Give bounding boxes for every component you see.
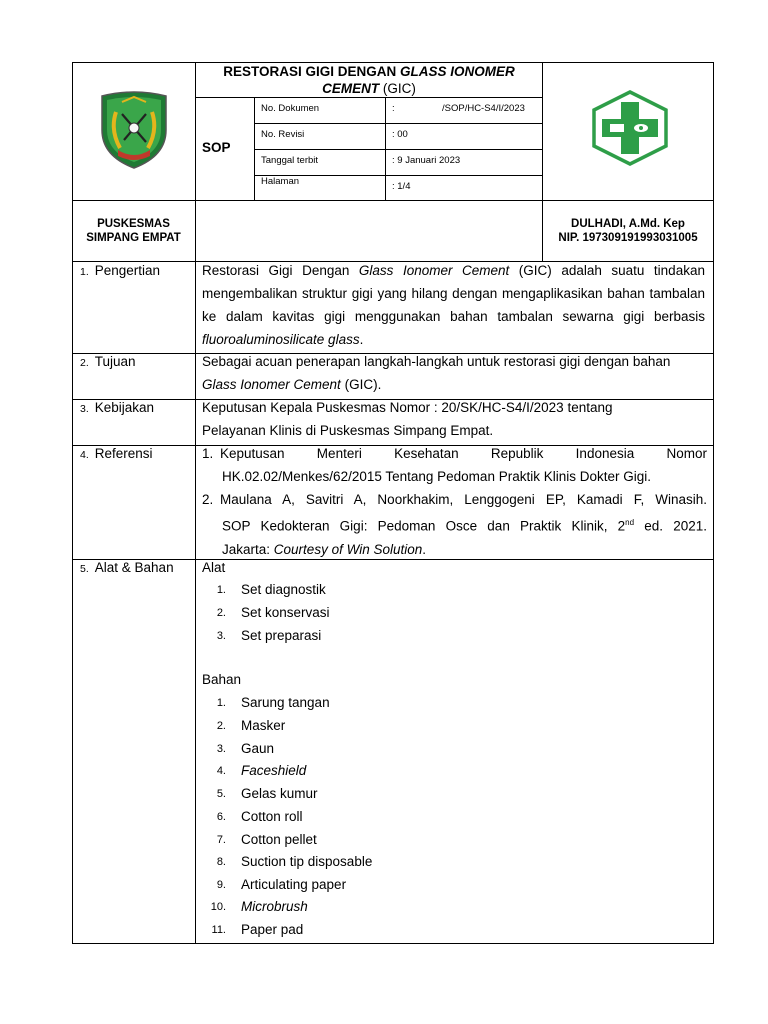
field-label-dokumen: No. Dokumen [261, 103, 320, 114]
puskesmas-logo [590, 90, 670, 166]
divider-header-right [542, 62, 543, 200]
health-cross-icon [590, 90, 670, 166]
field-line-1 [254, 123, 543, 124]
section-label-referensi: 4. Referensi [80, 446, 153, 461]
border-right [713, 62, 714, 944]
reference-1: 1. Keputusan Menteri Kesehatan Republik Indonesia Nomor HK.02.02/Menkes/62/2015 Tentang Pedoman Praktik Klinis Dokter Gigi. [202, 446, 707, 484]
section-text-pengertian: Restorasi Gigi Dengan Glass Ionomer Cement (GIC) adalah suatu tindakan mengembalikan struktur gigi yang hilang dengan mengaplikasikan bahan tambalan ke dalam kavitas gigi menggunakan bahan tambalan sewarna gigi berbasis fluoroaluminosilicate glass. [202, 263, 705, 347]
sop-label: SOP [202, 140, 231, 155]
section-label-kebijakan: 3. Kebijakan [80, 400, 155, 415]
signer-nip: NIP. 197309191993031005 [558, 232, 698, 244]
section-label-tujuan: 2. Tujuan [80, 354, 136, 369]
field-label-tanggal: Tanggal terbit [261, 155, 319, 166]
sop-document: RESTORASI GIGI DENGAN GLASS IONOMER CEMENT (GIC) SOP No. Dokumen : /SOP/HC-S4/I/2023 No. Revisi : 00 Tanggal terbit : 9 Januari 2023 Halaman : 1/4 PUSKESMAS SIMPANG EMPAT DULHADI, A.Md. Kep NIP. 197309191993031005 1. Pengertian Restorasi Gigi Dengan Glass Ionomer Cement (GIC) adalah suatu tindakan mengembalikan struktur gigi yang hilang dengan mengaplikasikan bahan tambalan ke dalam kavitas gigi menggunakan bahan tambalan sewarna gigi berbasis fluoroaluminosilicate glass. 2. Tujuan Sebagai acuan penerapan langkah-langkah untuk restorasi gigi dengan bahan Glass Ionomer Cement (GIC). 3. Kebijakan Keputusan Kepala Puskesmas Nomor : 20/SK/HC-S4/I/2023 tentang Pelayanan Klinis di Puskesmas Simpang Empat. 4. Referensi 1. Keputusan Menteri Kesehatan Republik Indonesia Nomor HK.02.02/Menkes/62/2015 Tentang Pedoman Praktik Klinis Dokter Gigi. 2. Maulana A, Savitri A, Noorkhakim, Lenggogeni EP, Kamadi F, Winasih. SOP Kedokteran Gigi: Pedoman Osce dan Praktik Klinik, 2nd ed. 2021. Jakarta: Courtesy of Win Solution. 5. Alat & Bahan Alat 1. Set diagnostik 2. Set konservasi 3. Set preparasi Bahan 1. Sarung tangan 2. Masker 3. Gaun 4. Faceshield 5. Gelas kumur 6. Cotton roll 7. Cotton pellet 8. Suction tip disposable 9. Articulating paper 10. Microbrush 11. Paper pad [72, 62, 714, 944]
field-value-dokumen: : [392, 103, 395, 114]
regional-emblem-logo [96, 90, 172, 170]
section-label-pengertian: 1. Pengertian [80, 263, 161, 278]
border-bottom [72, 943, 714, 944]
field-value-revisi: : 00 [392, 129, 408, 140]
alat-title: Alat [202, 560, 226, 575]
field-value-dokumen-number: /SOP/HC-S4/I/2023 [442, 103, 525, 114]
field-line-2 [254, 149, 543, 150]
header-bottom-line [72, 200, 714, 201]
field-label-halaman: Halaman [261, 176, 300, 187]
signer-block [543, 217, 713, 245]
field-value-tanggal: : 9 Januari 2023 [392, 155, 461, 166]
title-underline [195, 97, 543, 98]
signer-name: DULHADI, A.Md. Kep [571, 218, 685, 230]
section-text-tujuan: Sebagai acuan penerapan langkah-langkah untuk restorasi gigi dengan bahan Glass Ionomer Cement (GIC). [202, 354, 671, 392]
unit-name: PUSKESMAS SIMPANG EMPAT [86, 218, 181, 244]
bahan-title: Bahan [202, 672, 242, 687]
border-left [72, 62, 73, 944]
section-text-kebijakan: Keputusan Kepala Puskesmas Nomor : 20/SK/HC-S4/I/2023 tentang Pelayanan Klinis di Puskesmas Simpang Empat. [202, 400, 613, 438]
document-title: RESTORASI GIGI DENGAN GLASS IONOMER CEMENT (GIC) [223, 64, 515, 96]
divider-label-col [195, 62, 196, 944]
reference-2: 2. Maulana A, Savitri A, Noorkhakim, Lenggogeni EP, Kamadi F, Winasih. SOP Kedokteran Gigi: Pedoman Osce dan Praktik Klinik, 2nd ed. 2021. Jakarta: Courtesy of Win Solution. [202, 492, 707, 557]
section-label-alat-bahan: 5. Alat & Bahan [80, 560, 174, 575]
field-value-halaman: : 1/4 [392, 181, 411, 192]
shield-emblem-icon [96, 90, 172, 170]
field-label-revisi: No. Revisi [261, 129, 305, 140]
